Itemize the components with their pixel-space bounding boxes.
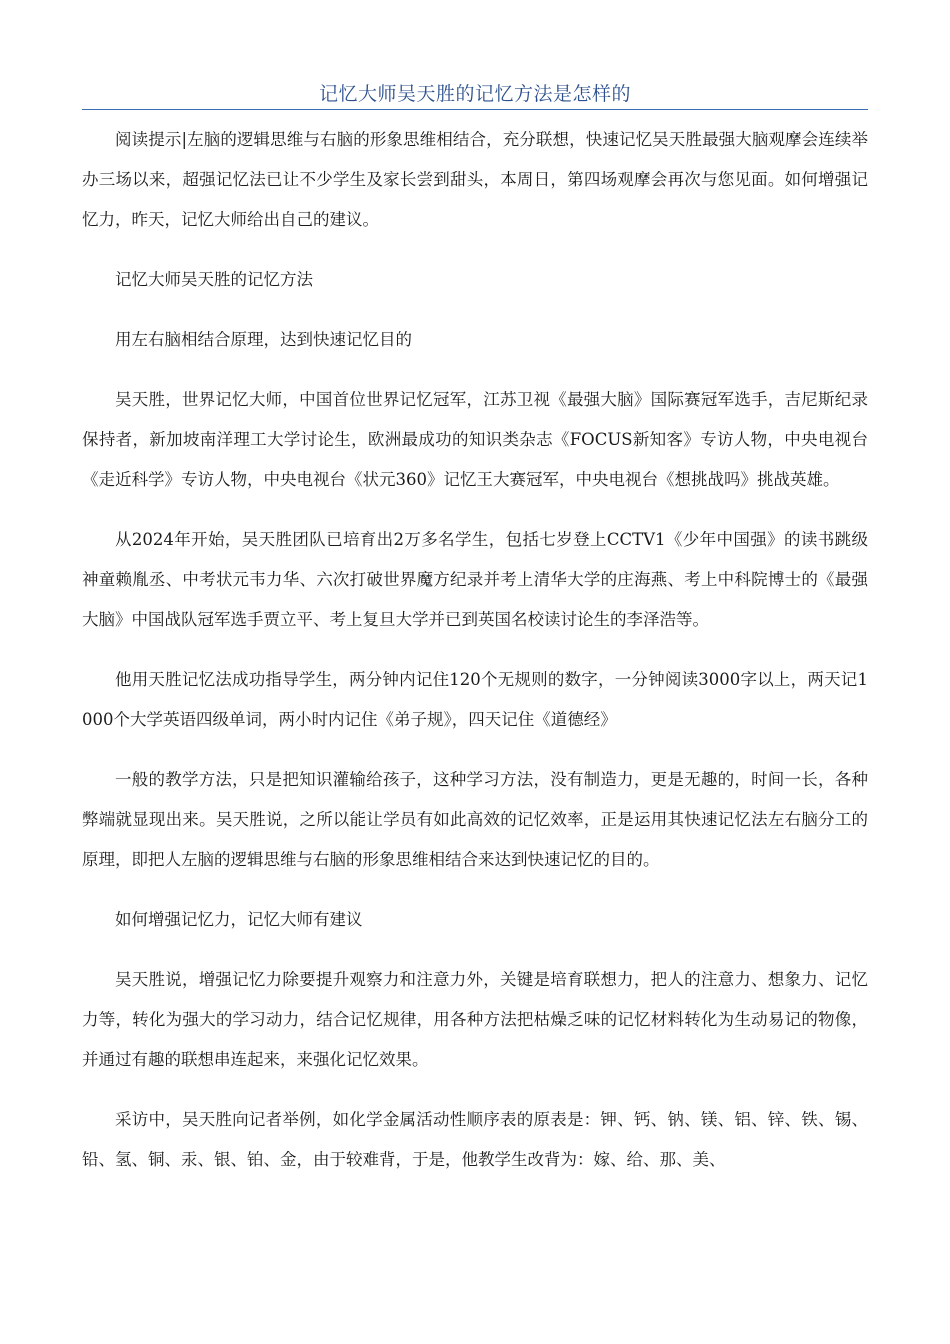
paragraph-subheading-advice: 如何增强记忆力，记忆大师有建议 xyxy=(115,910,363,929)
document-body xyxy=(82,120,868,1200)
paragraph-advice: 吴天胜说，增强记忆力除要提升观察力和注意力外，关键是培育联想力，把人的注意力、想象力、记忆力等，转化为强大的学习动力，结合记忆规律，用各种方法把枯燥乏味的记忆材料转化为生动易记的物像，并通过有趣的联想串连起来，来强化记忆效果。 xyxy=(82,970,868,1069)
document-title: 记忆大师吴天胜的记忆方法是怎样的 xyxy=(318,83,631,105)
paragraph-subheading-principle: 用左右脑相结合原理，达到快速记忆目的 xyxy=(115,330,412,349)
paragraph-teaching-method: 一般的教学方法，只是把知识灌输给孩子，这种学习方法，没有制造力，更是无趣的，时间一长，各种弊端就显现出来。吴天胜说，之所以能让学员有如此高效的记忆效率，正是运用其快速记忆法左右脑分工的原理，即把人左脑的逻辑思维与右脑的形象思维相结合来达到快速记忆的目的。 xyxy=(82,770,868,869)
paragraph-subheading-method: 记忆大师吴天胜的记忆方法 xyxy=(115,270,313,289)
paragraph-intro: 阅读提示|左脑的逻辑思维与右脑的形象思维相结合，充分联想，快速记忆吴天胜最强大脑观摩会连续举办三场以来，超强记忆法已让不少学生及家长尝到甜头，本周日，第四场观摩会再次与您见面。如何增强记忆力，昨天，记忆大师给出自己的建议。 xyxy=(82,130,868,229)
paragraph-example: 采访中，吴天胜向记者举例，如化学金属活动性顺序表的原表是：钾、钙、钠、镁、铝、锌、铁、锡、铅、氢、铜、汞、银、铂、金，由于较难背，于是，他教学生改背为：嫁、给、那、美、 xyxy=(82,1110,868,1169)
paragraph-students: 从2024年开始，吴天胜团队已培育出2万多名学生，包括七岁登上CCTV1《少年中国强》的读书跳级神童赖胤丞、中考状元韦力华、六次打破世界魔方纪录并考上清华大学的庄海燕、考上中科院博士的《最强大脑》中国战队冠军选手贾立平、考上复旦大学并已到英国名校读讨论生的李泽浩等。 xyxy=(82,530,868,629)
paragraph-biography: 吴天胜，世界记忆大师，中国首位世界记忆冠军，江苏卫视《最强大脑》国际赛冠军选手，吉尼斯纪录保持者，新加坡南洋理工大学讨论生，欧洲最成功的知识类杂志《FOCUS新知客》专访人物，中央电视台《走近科学》专访人物，中央电视台《状元360》记忆王大赛冠军，中央电视台《想挑战吗》挑战英雄。 xyxy=(82,390,868,489)
title-underline xyxy=(82,109,868,110)
paragraph-achievements: 他用天胜记忆法成功指导学生，两分钟内记住120个无规则的数字，一分钟阅读3000字以上，两天记1000个大学英语四级单词，两小时内记住《弟子规》，四天记住《道德经》 xyxy=(82,670,868,729)
